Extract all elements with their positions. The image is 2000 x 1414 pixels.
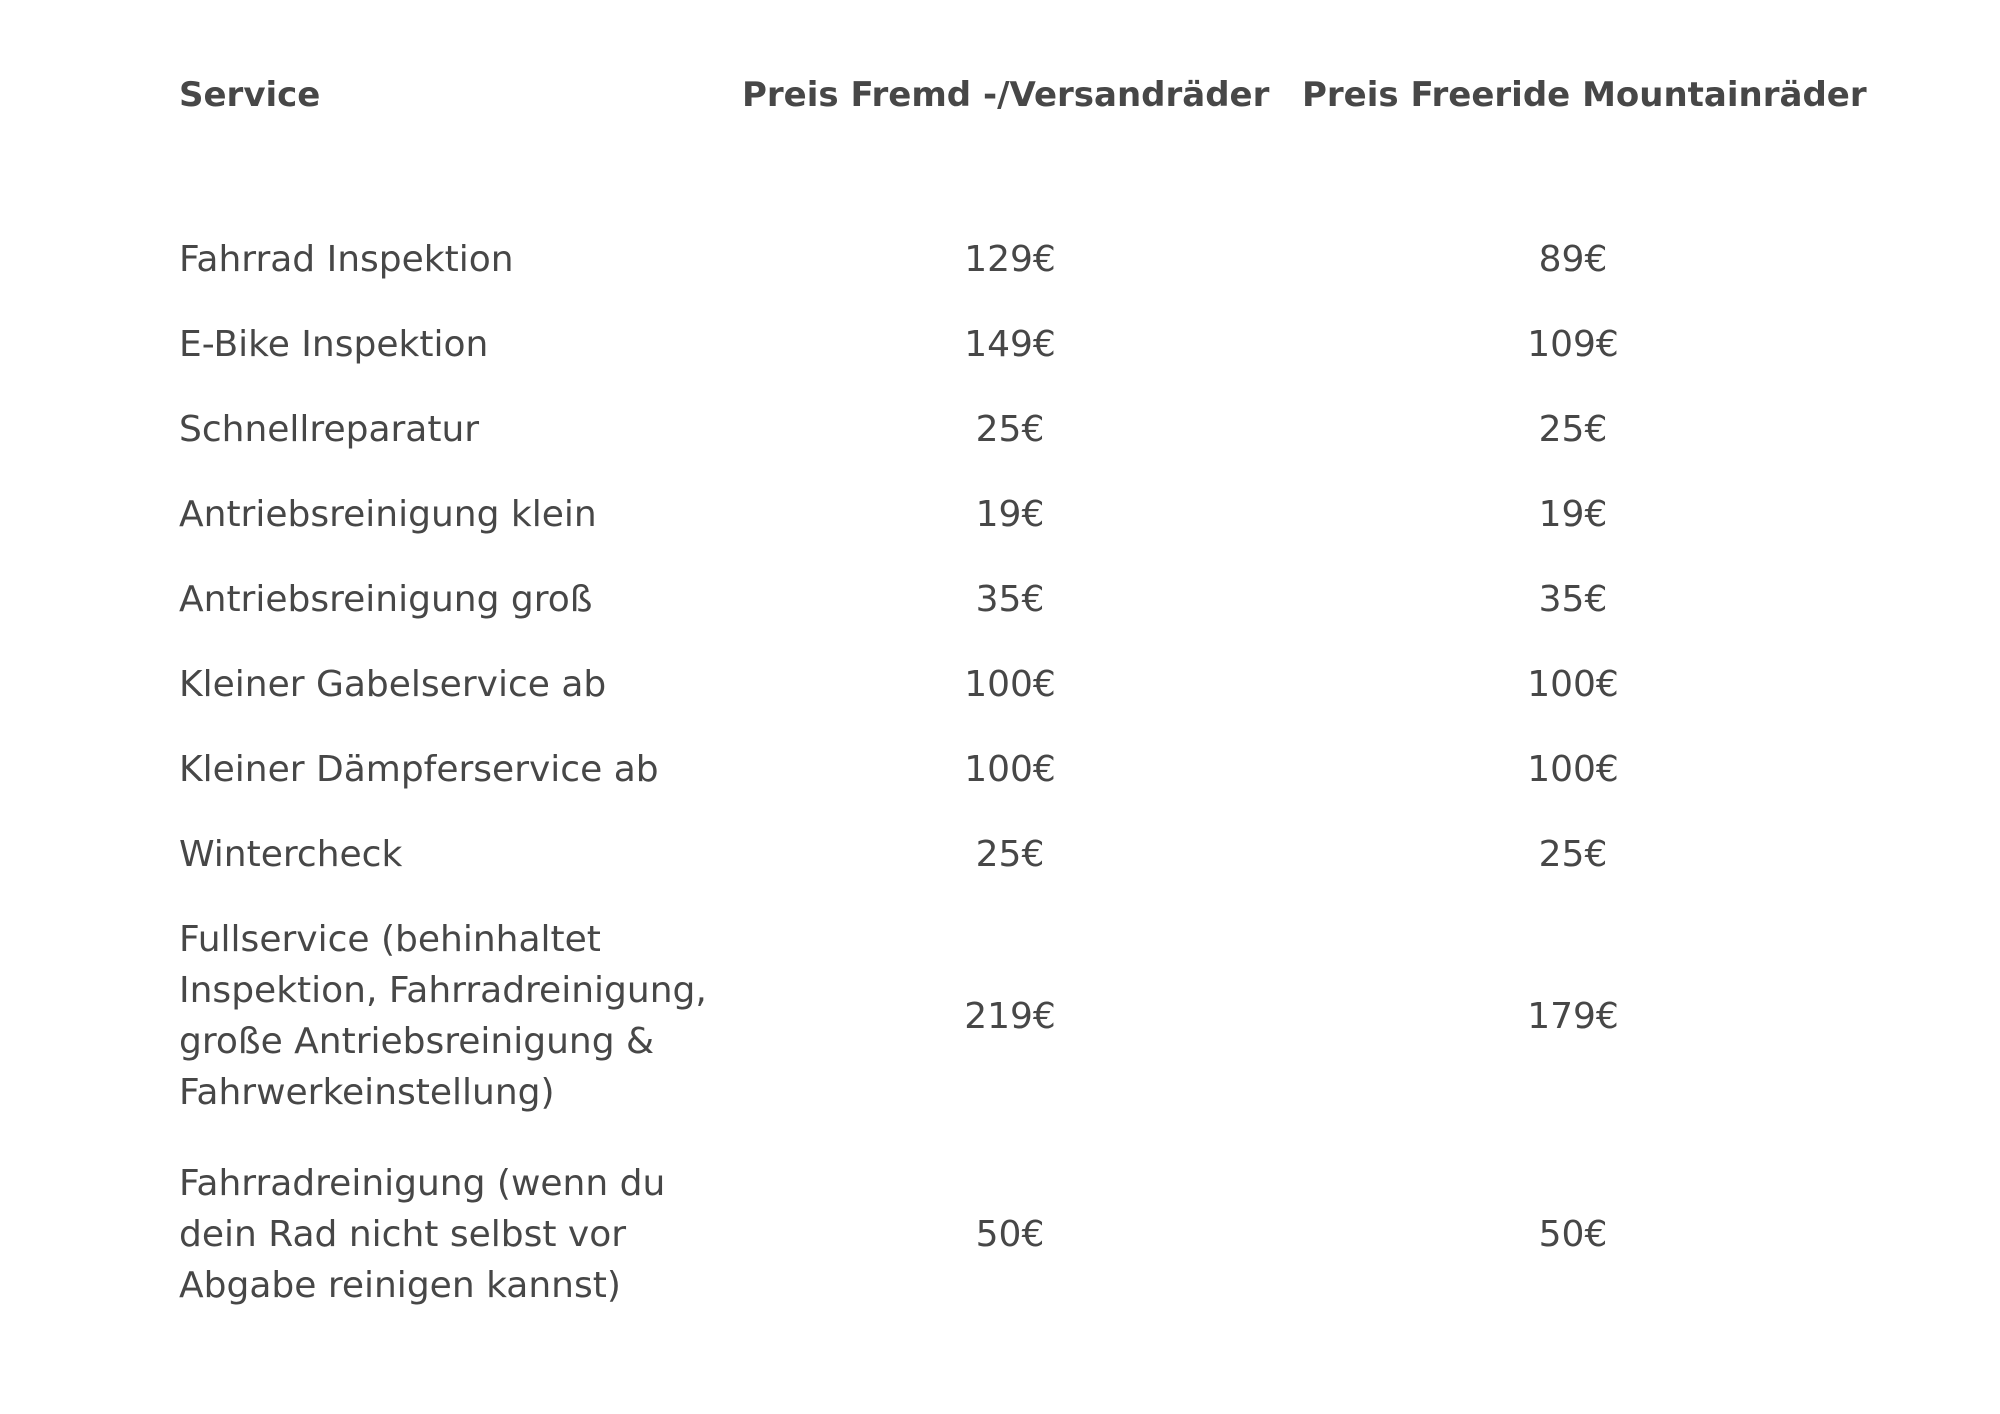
price-freeride: 109€ [1527, 324, 1619, 365]
price-freeride: 179€ [1527, 995, 1619, 1037]
price-freeride: 100€ [1527, 749, 1619, 790]
table-row [0, 319, 2000, 370]
price-freeride: 25€ [1538, 409, 1608, 450]
service-name: Fullservice (behinhaltet Inspektion, Fahrradreinigung, große Antriebsreinigung & Fahrwerkeinstellung) [179, 919, 707, 1113]
service-name: Fahrradreinigung (wenn du dein Rad nicht selbst vor Abgabe reinigen kannst) [179, 1163, 666, 1306]
price-freeride: 35€ [1538, 579, 1608, 620]
service-name: Schnellreparatur [179, 409, 480, 450]
table-row [0, 914, 2000, 1118]
header-price-fremd: Preis Fremd -/Versandräder [742, 75, 1270, 115]
price-freeride: 100€ [1527, 664, 1619, 705]
price-freeride: 89€ [1538, 239, 1608, 280]
price-fremd: 19€ [975, 494, 1045, 535]
table-row [0, 829, 2000, 880]
table-row [0, 1158, 2000, 1311]
service-name: Kleiner Dämpferservice ab [179, 749, 659, 790]
price-fremd: 50€ [975, 1214, 1045, 1255]
service-name: Kleiner Gabelservice ab [179, 664, 607, 705]
table-row [0, 659, 2000, 710]
price-fremd: 219€ [964, 995, 1056, 1037]
table-row [0, 404, 2000, 455]
price-fremd: 100€ [964, 664, 1056, 705]
header-service: Service [179, 75, 321, 115]
price-fremd: 129€ [964, 239, 1056, 280]
price-freeride: 25€ [1538, 834, 1608, 875]
table-row [0, 574, 2000, 625]
service-name: E-Bike Inspektion [179, 324, 489, 365]
service-name: Antriebsreinigung klein [179, 494, 597, 535]
price-fremd: 35€ [975, 579, 1045, 620]
price-fremd: 25€ [975, 834, 1045, 875]
service-name: Antriebsreinigung groß [179, 579, 593, 620]
table-body [0, 234, 2000, 1345]
price-fremd: 100€ [964, 749, 1056, 790]
service-name: Fahrrad Inspektion [179, 239, 514, 280]
table-row [0, 744, 2000, 795]
price-freeride: 50€ [1538, 1214, 1608, 1255]
price-freeride: 19€ [1538, 494, 1608, 535]
table-header-row [0, 70, 2000, 120]
header-price-freeride: Preis Freeride Mountainräder [1302, 75, 1867, 115]
service-name: Wintercheck [179, 834, 403, 875]
table-row [0, 234, 2000, 285]
table-row [0, 489, 2000, 540]
price-fremd: 25€ [975, 409, 1045, 450]
price-fremd: 149€ [964, 324, 1056, 365]
